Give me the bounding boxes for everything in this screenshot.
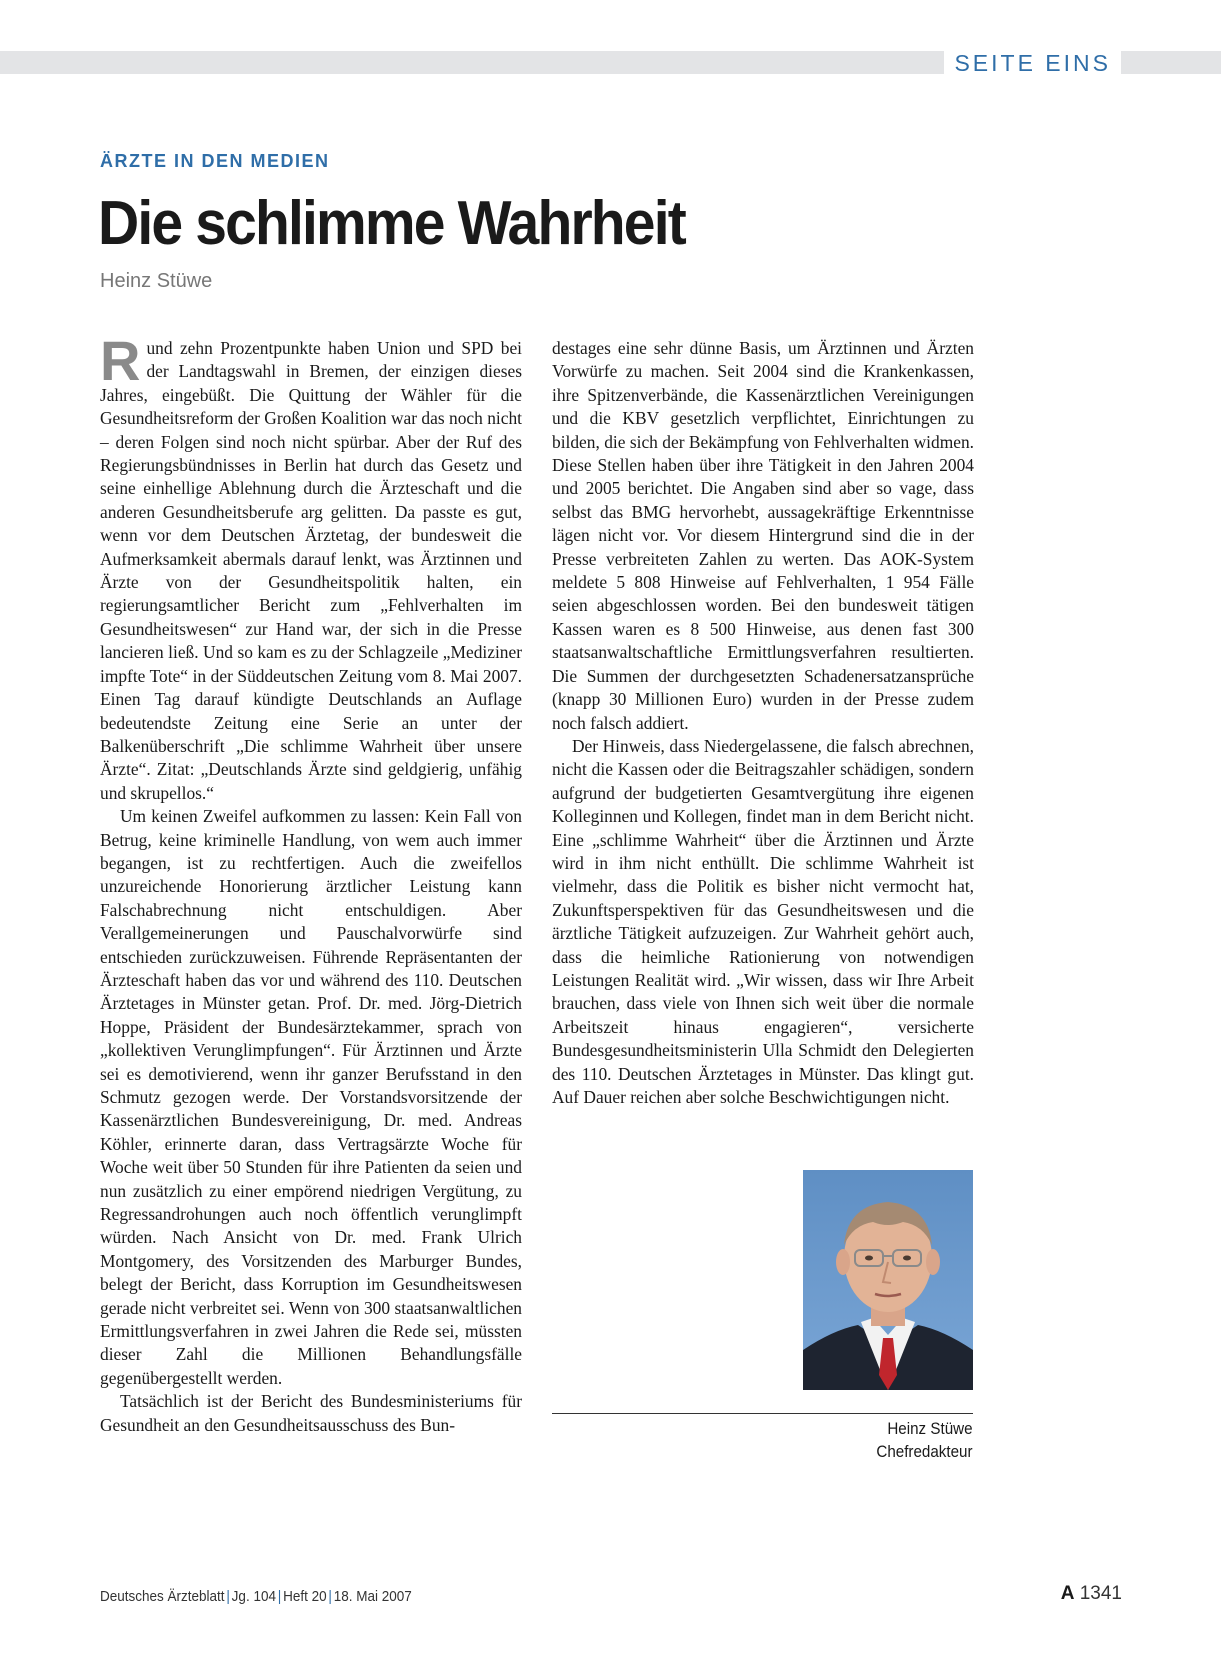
section-label: SEITE EINS (944, 48, 1121, 78)
article-author: Heinz Stüwe (100, 270, 213, 292)
article-title: Die schlimme Wahrheit (98, 189, 685, 258)
footer-publication: Deutsches Ärzteblatt (100, 1588, 225, 1605)
footer-volume: Jg. 104 (231, 1588, 276, 1605)
caption-name: Heinz Stüwe (887, 1420, 973, 1438)
paragraph-text: und zehn Prozentpunkte haben Union und SPD bei der Landtagswahl in Bremen, der einzigen dieses Jahres, eingebüßt. Die Quittung der Wähler für die Gesundheitsreform der Großen Koalition war das noch nicht – deren Folgen sind noch nicht spürbar. Aber der Ruf des Regierungsbündnisses in Berlin hat durch das Gesetz und seine einhellige Ablehnung durch die Ärzteschaft und die anderen Gesundheitsberufe arg gelitten. Da passte es gut, wenn vor dem Deutschen Ärztetag, der bundesweit die Aufmerksamkeit abermals darauf lenkt, was Ärztinnen und Ärzte von der Gesundheitspolitik halten, ein regierungsamtlicher Bericht zum „Fehlverhalten im Gesundheitswesen“ zur Hand war, der sich in die Presse lancieren ließ. Und so kam es zu der Schlagzeile „Mediziner impfte Tote“ in der Süddeutschen Zeitung vom 8. Mai 2007. Einen Tag darauf kündigte Deutschlands an Auflage bedeutendste Zeitung eine Serie an unter der Balkenüberschrift „Die schlimme Wahrheit über unsere Ärzte“. Zitat: „Deutschlands Ärzte sind geldgierig, unfähig und skrupellos.“ (100, 338, 522, 803)
author-portrait (803, 1170, 973, 1390)
photo-caption (877, 1418, 973, 1464)
paragraph: Der Hinweis, dass Niedergelassene, die falsch abrechnen, nicht die Kassen oder die Beitragszahler schädigen, sondern aufgrund der budgetierten Gesamtvergütung ihre eigenen Kolleginnen und Kollegen, findet man in dem Bericht nicht. Eine „schlimme Wahrheit“ über die Ärztinnen und Ärzte wird in ihm nicht enthüllt. Die schlimme Wahrheit ist vielmehr, dass die Politik es bisher nicht vermocht hat, Zukunftsperspektiven für das Gesundheitswesen und die ärztliche Tätigkeit aufzuzeigen. Zur Wahrheit gehört auch, dass die heimliche Rationierung von notwendigen Leistungen Realität wird. „Wir wissen, dass wir Ihre Arbeit brauchen, dass viele von Ihnen sich weit über die normale Arbeitszeit hinaus engagieren“, versicherte Bundesgesundheitsministerin Ulla Schmidt den Delegierten des 110. Deutschen Ärztetages in Münster. Das klingt gut. Auf Dauer reichen aber solche Beschwichtigungen nicht. (552, 735, 974, 1107)
article-kicker: ÄRZTE IN DEN MEDIEN (100, 151, 330, 171)
paragraph: Tatsächlich ist der Bericht des Bundesministeriums für Gesundheit an den Gesundheitsausschuss des Bun- (100, 1391, 522, 1435)
article-column-right (552, 337, 974, 1109)
footer-separator: | (226, 1588, 230, 1605)
paragraph: destages eine sehr dünne Basis, um Ärztinnen und Ärzten Vorwürfe zu machen. Seit 2004 sind die Krankenkassen, ihre Spitzenverbände, die Kassenärztlichen Vereinigungen und die KBV gesetzlich verpflichtet, Einrichtungen zu bilden, die sich der Bekämpfung von Fehlverhalten widmen. Diese Stellen haben über ihre Tätigkeit in den Jahren 2004 und 2005 berichtet. Die Angaben sind aber so vage, dass selbst das BMG hervorhebt, aussagekräftige Erkenntnisse lägen nicht vor. Vor diesem Hintergrund sind die in der Presse verbreiteten Zahlen zu werten. Das AOK-System meldete 5 808 Hinweise auf Fehlverhalten, 1 954 Fälle seien abgeschlossen worden. Bei den bundesweit tätigen Kassen waren es 8 500 Hinweise, aus denen fast 300 staatsanwaltschaftliche Ermittlungsverfahren resultierten. Die Summen der durchgesetzten Schadenersatzansprüche (knapp 30 Millionen Euro) wurden in der Presse zudem noch falsch addiert. (552, 338, 974, 733)
paragraph (100, 329, 522, 805)
footer-citation (100, 1588, 412, 1605)
paragraph: Um keinen Zweifel aufkommen zu lassen: Kein Fall von Betrug, keine kriminelle Handlung, von wem auch immer begangen, ist zu rechtfertigen. Auch die zweifellos unzureichende Honorierung ärztlicher Leistung kann Falschabrechnung nicht entschuldigen. Aber Verallgemeinerungen und Pauschalvorwürfe sind entschieden zurückzuweisen. Führende Repräsentanten der Ärzteschaft haben das vor und während des 110. Deutschen Ärztetages in Münster getan. Prof. Dr. med. Jörg-Dietrich Hoppe, Präsident der Bundesärztekammer, sprach von „kollektiven Verunglimpfungen“. Für Ärztinnen und Ärzte sei es demotivierend, wenn ihr ganzer Berufsstand in den Schmutz gezogen werde. Der Vorstandsvorsitzende der Kassenärztlichen Bundesvereinigung, Dr. med. Andreas Köhler, erinnerte daran, dass Vertragsärzte Woche für Woche weit über 50 Stunden für ihre Patienten da seien und nun zusätzlich zu einer empörend niedrigen Vergütung, zu Regressandrohungen auch noch öffentlich verunglimpft würden. Nach Ansicht von Dr. med. Frank Ulrich Montgomery, des Vorsitzenden des Marburger Bundes, belegt der Bericht, dass Korruption im Gesundheitswesen gerade nicht verbreitet sei. Wenn von 300 staatsanwaltlichen Ermittlungsverfahren in zwei Jahren die Rede sei, müssten dieser Zahl die Millionen Behandlungsfälle gegenübergestellt werden. (100, 806, 522, 1388)
footer-separator: | (328, 1588, 332, 1605)
page-number (1061, 1583, 1122, 1605)
article-column-left (100, 329, 522, 1437)
caption-divider (552, 1413, 973, 1414)
page-number-value: 1341 (1079, 1583, 1122, 1604)
caption-role: Chefredakteur (876, 1443, 973, 1461)
page-prefix: A (1060, 1583, 1075, 1604)
drop-cap: R (100, 329, 141, 392)
footer-separator: | (277, 1588, 282, 1605)
footer-issue: Heft 20 (283, 1588, 327, 1605)
footer-date: 18. Mai 2007 (333, 1588, 412, 1605)
